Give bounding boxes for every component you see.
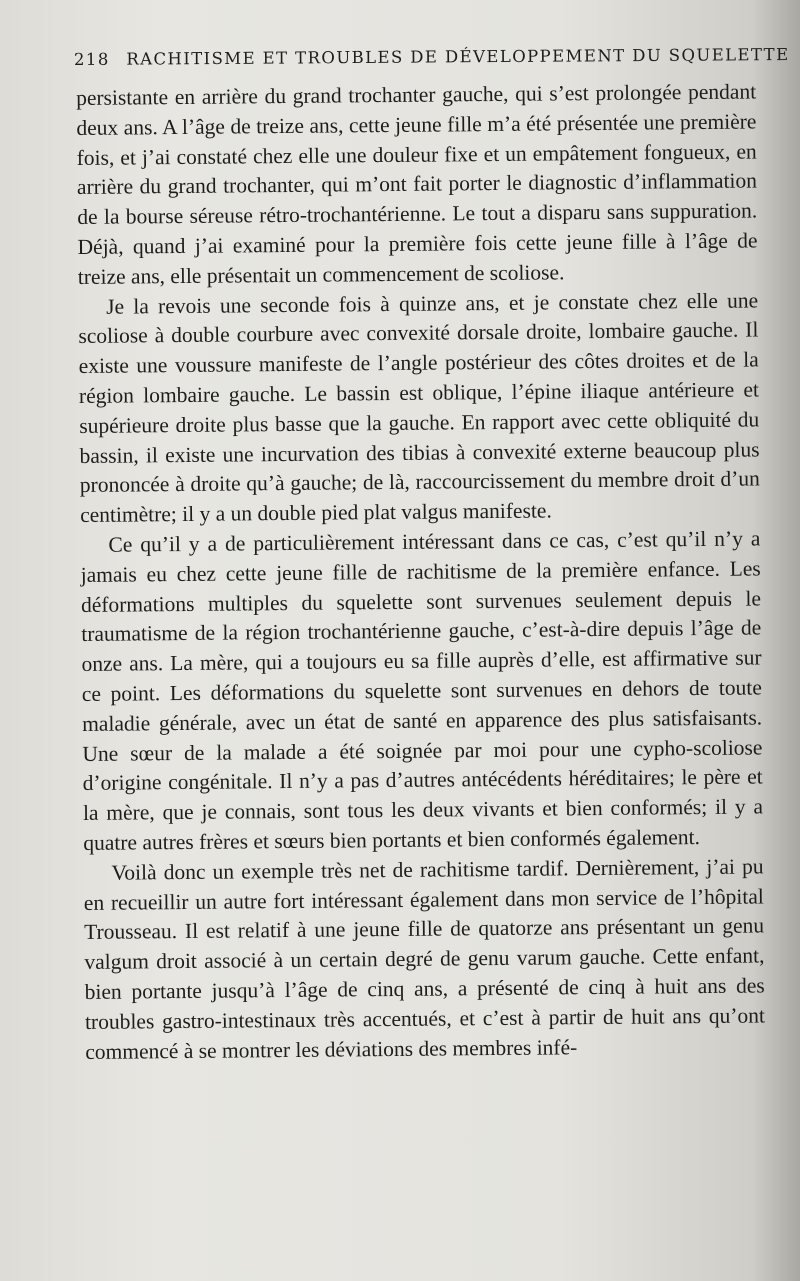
body-text <box>76 77 765 1067</box>
running-title: RACHITISME ET TROUBLES DE DÉVELOPPEMENT DU SQUELETTE <box>126 45 790 69</box>
page-number: 218 <box>73 49 110 69</box>
paragraph: Ce qu’il y a de particulièrement intéressant dans ce cas, c’est qu’il n’y a jamais eu chez cette jeune fille de rachitisme de la première enfance. Les déformations multiples du squelette sont survenues seulement depuis le traumatisme de la région trochantérienne gauche, c’est-à-dire depuis l’âge de onze ans. La mère, qui a toujours eu sa fille auprès d’elle, est affirmative sur ce point. Les déformations du squelette sont survenues en dehors de toute maladie générale, avec un état de santé en apparence des plus satisfaisants. Une sœur de la malade a été soignée par moi pour une cypho-scoliose d’origine congénitale. Il n’y a pas d’autres antécédents héréditaires; le père et la mère, que je connais, sont tous les deux vivants et bien conformés; il y a quatre autres frères et sœurs bien portants et bien conformés également. <box>80 526 764 855</box>
paragraph: Voilà donc un exemple très net de rachitisme tardif. Dernièrement, j’ai pu en recueillir un autre fort intéressant également dans mon service de l’hôpital Trousseau. Il est relatif à une jeune fille de quatorze ans présentant un genu valgum droit associé à un certain degré de genu varum gauche. Cette enfant, bien portante jusqu’à l’âge de cinq ans, a présenté de cinq à huit ans des troubles gastro-intestinaux très accentués, et c’est à partir de huit ans qu’ont commencé à se montrer les déviations des membres infé- <box>83 854 766 1064</box>
paragraph: Je la revois une seconde fois à quinze ans, et je constate chez elle une scoliose à double courbure avec convexité dorsale droite, lombaire gauche. Il existe une voussure manifeste de l’angle postérieur des côtes droites et de la région lombaire gauche. Le bassin est oblique, l’épine iliaque antérieure et supérieure droite plus basse que la gauche. En rapport avec cette obliquité du bassin, il existe une incurvation des tibias à convexité externe beaucoup plus prononcée à droite qu’à gauche; de là, raccourcissement du membre droit d’un centimètre; il y a un double pied plat valgus manifeste. <box>78 288 760 528</box>
running-header <box>73 45 790 69</box>
paragraph-continued: persistante en arrière du grand trochanter gauche, qui s’est prolongée pendant deux ans. A l’âge de treize ans, cette jeune fille m’a été présentée une première fois, et j’ai constaté chez elle une douleur fixe et un empâtement fongueux, en arrière du grand trochanter, qui m’ont fait porter le diagnostic d’inflammation de la bourse séreuse rétro-trochantérienne. Le tout a disparu sans suppuration. Déjà, quand j’ai examiné pour la première fois cette jeune fille à l’âge de treize ans, elle présentait un commencement de scoliose. <box>76 79 758 289</box>
